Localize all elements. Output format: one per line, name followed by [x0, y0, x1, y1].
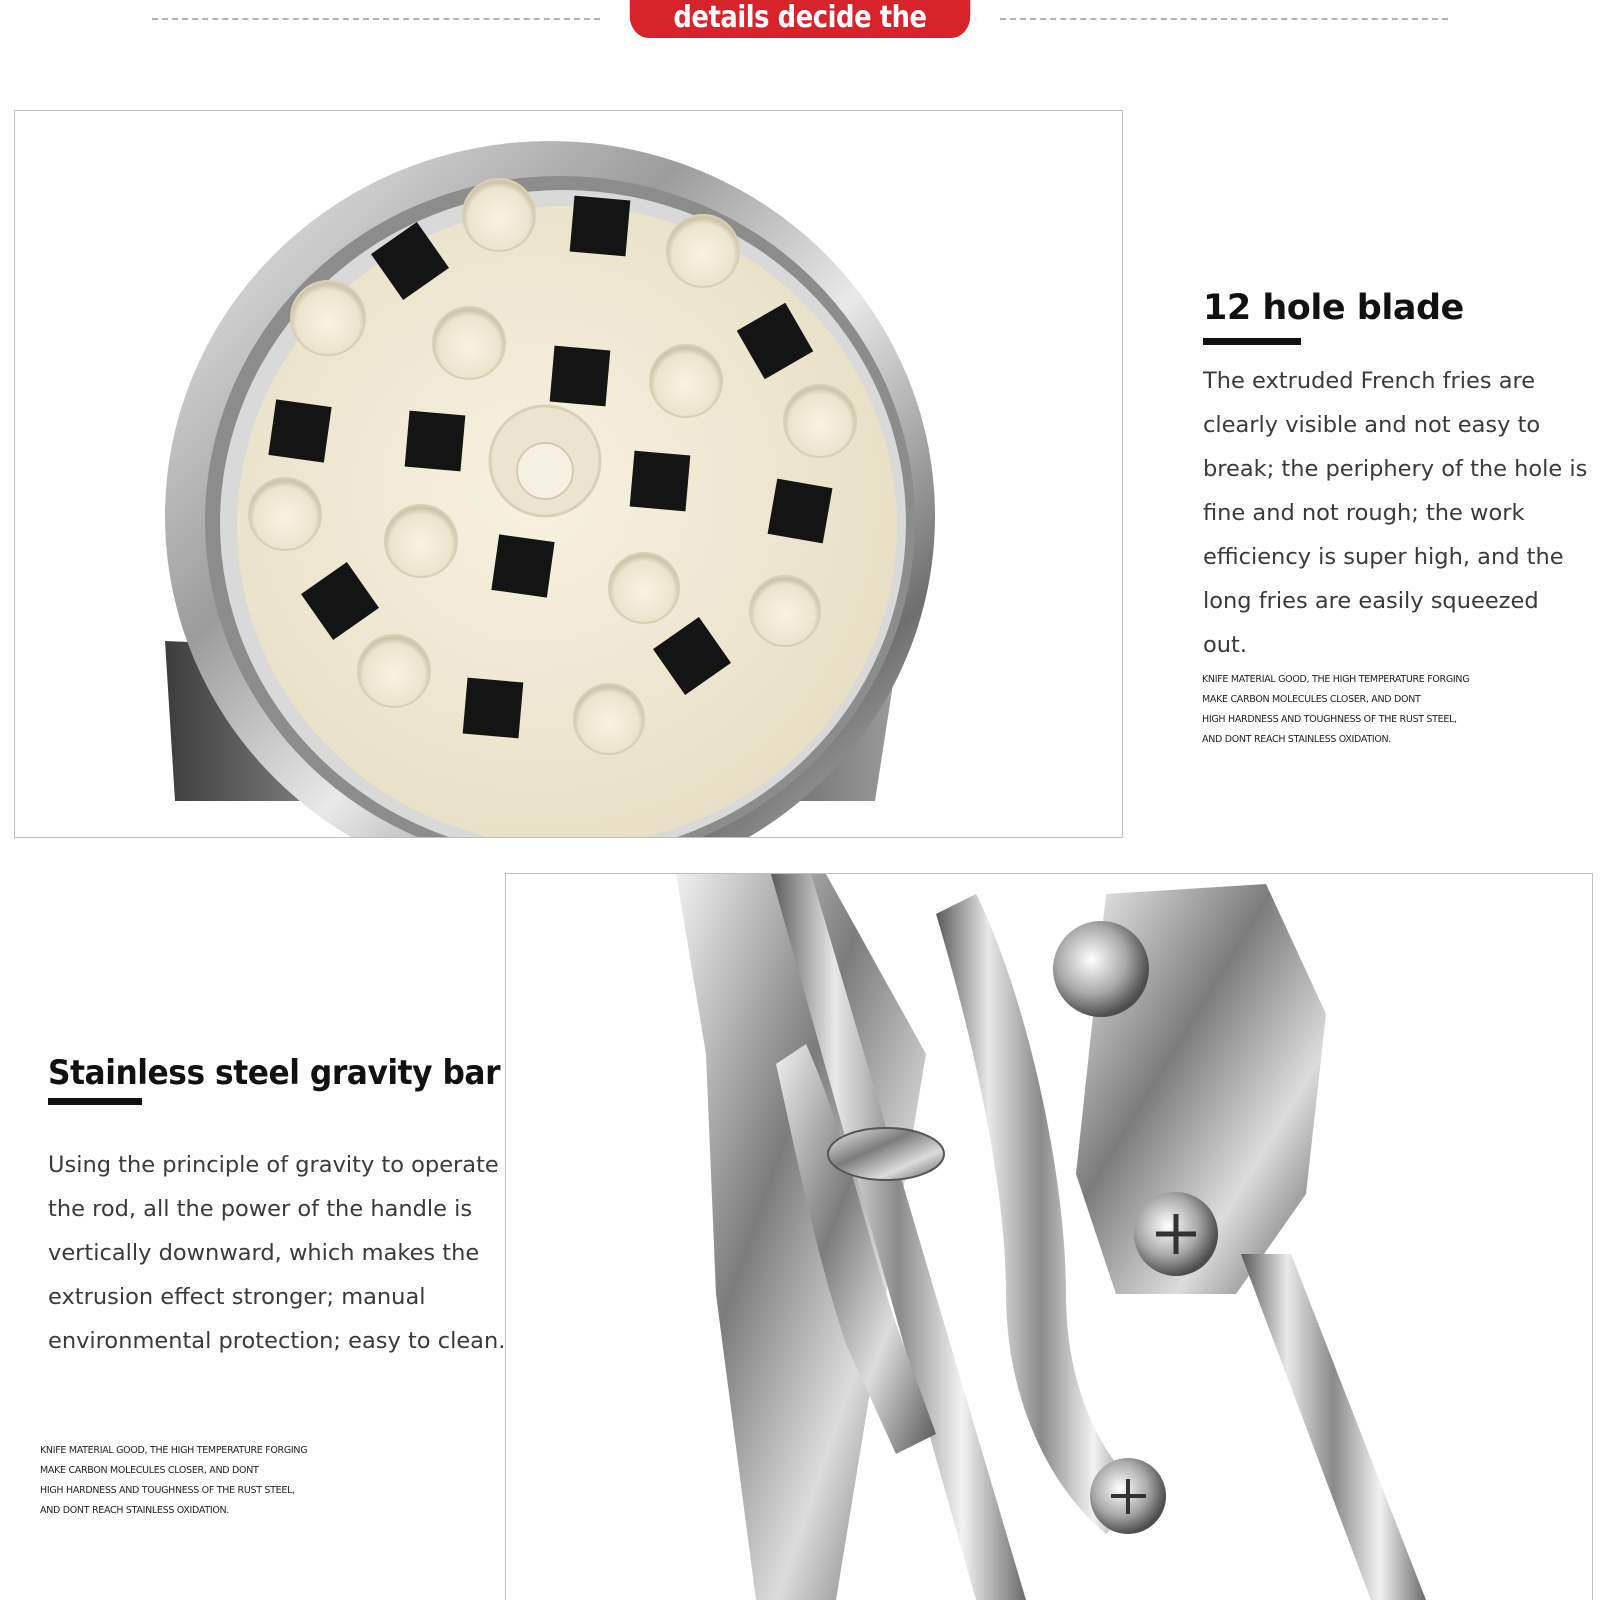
section1-note-line: KNIFE MATERIAL GOOD, THE HIGH TEMPERATURE FORGING: [1202, 674, 1470, 685]
section1-underline: [1203, 338, 1301, 345]
header-dash-right: [1000, 18, 1448, 20]
section2-note-line: AND DONT REACH STAINLESS OXIDATION.: [40, 1505, 230, 1516]
handle-photo: [506, 874, 1592, 1600]
section1-note: [1202, 670, 1582, 750]
blade-photo: [15, 111, 1122, 837]
banner-title: details decide the quality: [630, 0, 971, 38]
section1-note-line: MAKE CARBON MOLECULES CLOSER, AND DONT: [1202, 694, 1421, 705]
section1-note-line: HIGH HARDNESS AND TOUGHNESS OF THE RUST STEEL,: [1202, 714, 1457, 725]
blade-photo-frame: [14, 110, 1123, 838]
section2-note-line: MAKE CARBON MOLECULES CLOSER, AND DONT: [40, 1465, 259, 1476]
section2-description: Using the principle of gravity to operate the rod, all the power of the handle is vertically downward, which makes the extrusion effect stronger; manual environmental protection; easy to clean.: [48, 1152, 506, 1354]
header-dash-left: [152, 18, 600, 20]
section2-note-line: HIGH HARDNESS AND TOUGHNESS OF THE RUST STEEL,: [40, 1485, 295, 1496]
section1-note-line: AND DONT REACH STAINLESS OXIDATION.: [1202, 734, 1392, 745]
section2-note: [40, 1441, 440, 1521]
section1-heading: 12 hole blade: [1203, 288, 1464, 328]
section2-heading: Stainless steel gravity bar: [48, 1053, 501, 1093]
section1-description: The extruded French fries are clearly visible and not easy to break; the periphery of the hole is fine and not rough; the work efficiency is super high, and the long fries are easily squeezed out.: [1203, 368, 1588, 658]
section2-underline: [48, 1098, 142, 1105]
section2-note-line: KNIFE MATERIAL GOOD, THE HIGH TEMPERATURE FORGING: [40, 1445, 308, 1456]
handle-photo-frame: [505, 873, 1593, 1600]
